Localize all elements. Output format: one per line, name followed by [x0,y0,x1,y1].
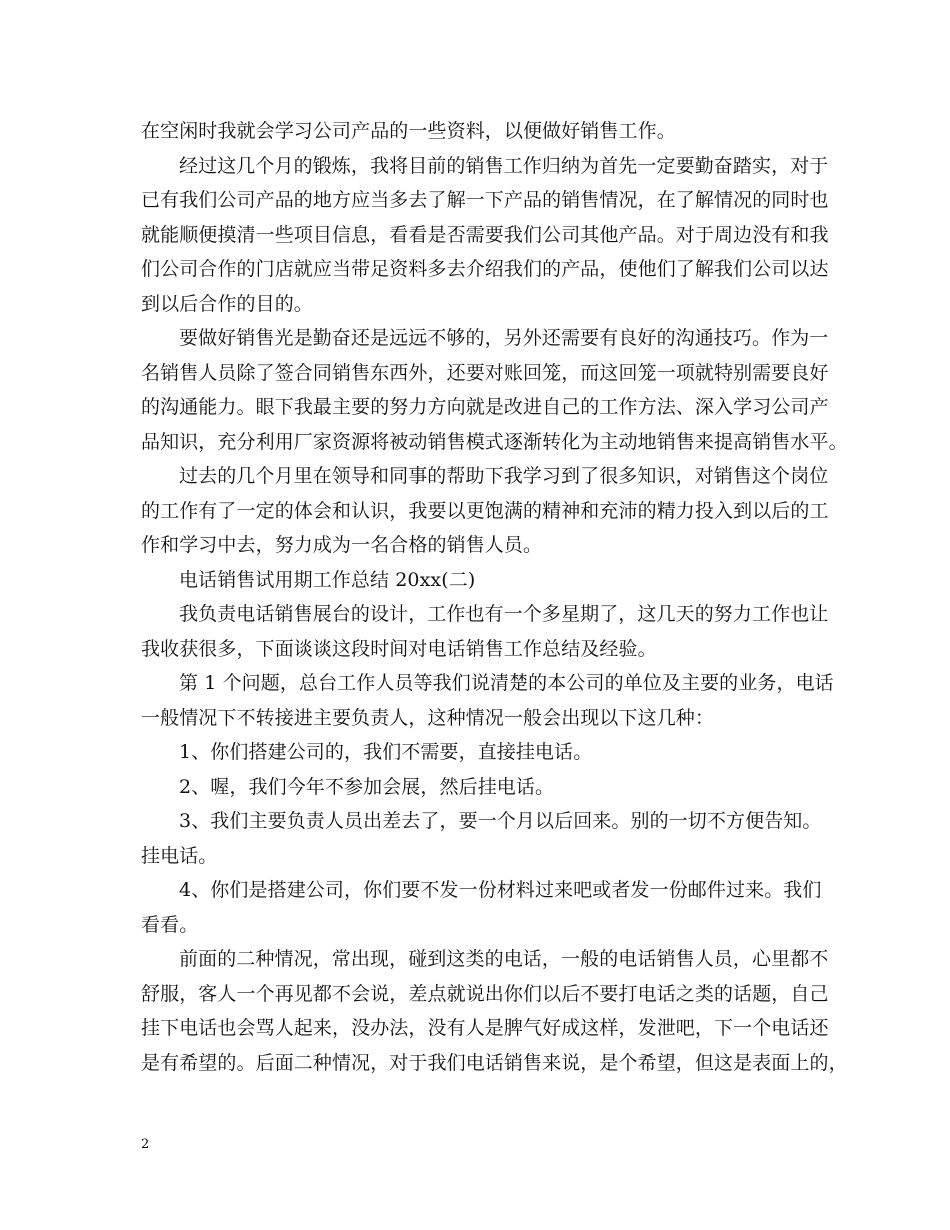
text-line: 看看。 [141,913,199,936]
list-item: 4、你们是搭建公司，你们要不发一份材料过来吧或者发一份邮件过来。我们 [179,879,822,901]
text-line: 到以后合作的目的。 [141,292,313,315]
text-line: 舒服，客人一个再见都不会说，差点就说出你们以后不要打电话之类的话题，自己 [141,982,829,1005]
list-item: 3、我们主要负责人员出差去了，要一个月以后回来。别的一切不方便告知。 [179,810,822,832]
text-line: 作和学习中去，努力成为一名合格的销售人员。 [141,534,543,556]
text-line: 已有我们公司产品的地方应当多去了解一下产品的销售情况，在了解情况的同时也 [141,189,829,211]
list-item: 1、你们搭建公司的，我们不需要，直接挂电话。 [179,741,593,763]
text-line: 在空闲时我就会学习公司产品的一些资料，以便做好销售工作。 [141,120,676,142]
text-line: 挂下电话也会骂人起来，没办法，没有人是脾气好成这样，发泄吧，下一个电话还 [141,1017,829,1039]
paragraph-start: 要做好销售光是勤奋还是远远不够的，另外还需要有良好的沟通技巧。作为一 [179,327,829,349]
paragraph-start: 第 1 个问题，总台工作人员等我们说清楚的本公司的单位及主要的业务，电话 [179,672,834,694]
paragraph-start: 过去的几个月里在领导和同事的帮助下我学习到了很多知识，对销售这个岗位 [179,465,829,487]
text-line: 我收获很多，下面谈谈这段时间对电话销售工作总结及经验。 [141,637,657,660]
section-heading: 电话销售试用期工作总结 20xx(二) [179,568,476,591]
paragraph-start: 经过这几个月的锻炼，我将目前的销售工作归纳为首先一定要勤奋踏实，对于 [179,154,829,177]
text-line: 名销售人员除了签合同销售东西外，还要对账回笼，而这回笼一项就特别需要良好 [141,361,829,384]
text-line: 一般情况下不转接进主要负责人，这种情况一般会出现以下这几种： [141,706,715,729]
paragraph-start: 前面的二种情况，常出现，碰到这类的电话，一般的电话销售人员，心里都不 [179,948,829,970]
text-line: 品知识，充分利用厂家资源将被动销售模式逐渐转化为主动地销售来提高销售水平。 [141,430,848,453]
text-line: 挂电话。 [141,844,218,867]
text-line: 们公司合作的门店就应当带足资料多去介绍我们的产品，使他们了解我们公司以达 [141,258,829,280]
paragraph-start: 我负责电话销售展台的设计，工作也有一个多星期了，这几天的努力工作也让 [179,603,829,625]
page-number: 2 [141,1137,150,1152]
text-line: 的工作有了一定的体会和认识，我要以更饱满的精神和充沛的精力投入到以后的工 [141,499,829,522]
list-item: 2、喔，我们今年不参加会展，然后挂电话。 [179,775,555,798]
document-body [141,114,848,1080]
text-line: 是有希望的。后面二种情况，对于我们电话销售来说，是个希望，但这是表面上的， [141,1051,848,1074]
text-line: 的沟通能力。眼下我最主要的努力方向就是改进自己的工作方法、深入学习公司产 [141,396,829,418]
text-line: 就能顺便摸清一些项目信息，看看是否需要我们公司其他产品。对于周边没有和我 [141,223,829,246]
